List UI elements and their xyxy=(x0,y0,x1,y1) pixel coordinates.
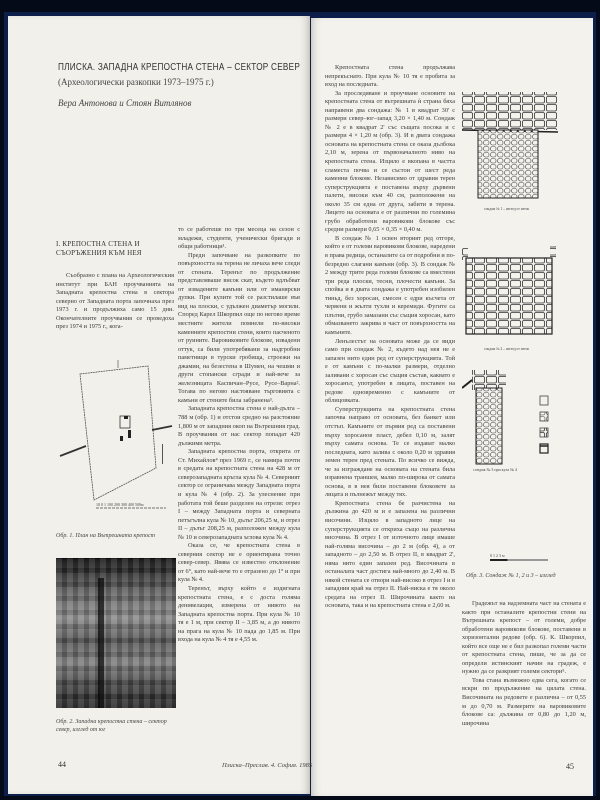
drawing-scale: 0 1 2 3 м xyxy=(490,553,505,558)
figure-3-caption: Обр. 3. Сондаж № 1, 2 и 3 – изглед xyxy=(466,573,556,579)
paragraph: Градежът на надземната част на стената е както при останалите крепостни стени на Вътрешната крепост – от големи, добре обработени варовикови блокове, поставени в хоризонтални редове (обр. 6). К. Шкорпил, който все още не е бил разкопал големи части от крепостната стена, пише, че за да се определи истинският начин на градеж, е нужно да се разкрият големи сектори⁵. xyxy=(462,600,586,676)
paragraph: Ленълестът на основата може да се види само при сондаж № 2, където над нея не е запазен нито един ред от суперструкцията. Той е от камъни с по-малки размери, отделно заливани с хоросан със същия състав, каквато е хоросанът, употребен в лицата, поставен на редове едновременно с камъните от облицовката. xyxy=(325,337,455,405)
figure-2-photo xyxy=(56,558,176,708)
sondage-2-label: сондаж № 2 – изглед от изток xyxy=(484,347,530,351)
paragraph: Това стана възможно едва сега, когато се вскри по продължение на цялата стена. Височината на редовете е различна – от 0,55 м до 0,70 м. Размерите на варовиковите блокове са: дължина от 0,80 до 1,20 м, широчина xyxy=(462,676,586,727)
figure-1-plan xyxy=(56,360,174,510)
paragraph: Преди започване на разкопките по повърхността на терена не личаха вече следи от стената. Теренът по продължение представляваше висок скат, където вдлъбват от извадените камъни или от иманярски дупки. При кулите той се разстилаше във вид на плоски, с удължен диаметър могили. Според Карел Шкорпил още по негово време местните жители помнели по-високи каменните крепостни стени, които пасченото от руините. Варовиковите блокове, извадени оттук, са били употребявани за надгробни паметници в турски гробища, строежи на джамии, на безестена в Шумен, на чешми и други стопански сгради и най-вече за железницата Каспичан–Русе, Русе–Варна². Тогава по негово настояване търговията с камъни от стените била забранена³. xyxy=(178,251,300,404)
page-number-left: 44 xyxy=(58,760,66,769)
sondage-1-label: сондаж № 1 – изглед от изток xyxy=(484,207,530,211)
paragraph: В сондаж № 1 освен вторият ред отгоре, който е от големи варовикови блокове, наредени в права редица, останалите са от подробни и по-безредно слагани камъни (обр. 3). В сондаж № 2 между трите реда големи блокове са вместени три реда плоски, тесни, плочести камъни. За спойка и в двата сондажа е употребен изобилен тиньд, без хоросан, смесен с едри късчета от червени и жълти тухли и керемиди. Фугите са плътни, грубо замазани със същия хоросан, като обмазването закрива в част от повърхността на камъните. xyxy=(325,234,455,336)
section-heading: I. КРЕПОСТНА СТЕНА И СЪОРЪЖЕНИЯ КЪМ НЕЯ xyxy=(56,240,142,257)
paragraph: Крепостната стена продължава непрекъснато. При кула № 10 тя е пробита за вход на последната. xyxy=(325,64,455,89)
paragraph: Западната крепостна порта, открита от Ст. Михайлов⁴ през 1969 г., се намира почти в средата на крепостната стена на 428 м от северозападната кръгла кула № 4. Северният сектор се ограничава между Западната порта и кула № 4 (обр. 2). За улеснение при работата той беше разделен на отрези: отрез I – между Западната порта и северната петъгълна кула № 10, дълъг 206,25 м, и отрез II – дълъг 208,25 м, разположен между кула № 10 и северозападната ъглова кула № 4. xyxy=(178,448,300,541)
figure-3-drawings xyxy=(462,80,587,480)
paragraph: Западната крепостна стена е най-дълга – 788 м (обр. 1) и отстои средно на разстояние 1,800 м от западния окоп на Вътрешния град. В проучвания от нас сектор попадат 420 дължими метра. xyxy=(178,405,300,447)
paragraph: Теренът, върху който е издигната крепостната стена, е с доста голяма денивелация, измерена от нивото на Западната крепостна порта. При кула № 10 тя е 1 м, при сектор II – 3,85 м, а до нивото на прага на кула № 10 пада до 1,85 м. При входа на кула № 4 тя е 4,55 м. xyxy=(178,584,300,644)
paragraph: Оказа се, че крепостната стена в северния сектор не е ориентирана точно север-север. Явява се известно отклонение от 6°, като най-вече то е отразено до 1° и при кула № 4. xyxy=(178,542,300,584)
figure-1-caption: Обр. 1. План на Вътрешната крепост xyxy=(56,533,155,539)
sondage-3-label: сондаж № 3 при кула № 4 xyxy=(473,467,517,472)
fortress-plan-icon xyxy=(56,360,174,510)
paragraph: Съобразно с плана на Археологическия институт при БАН проучванията на Западната крепостна стена в сектора северно от Западната порта започнаха през 1973 г. и продължиха само 15 дни. Окончателните проучвания се проведоха през 1974 и 1975 г., кога- xyxy=(56,272,174,331)
article-authors: Вера Антонова и Стоян Витлянов xyxy=(58,98,192,108)
left-column-2 xyxy=(178,226,300,645)
journal-footer: Плиска–Преслав. 4. София. 1985 xyxy=(222,762,313,769)
svg-text:10 0 1 100 200 300 400 500м: 10 0 1 100 200 300 400 500м xyxy=(96,502,144,507)
paragraph: то се работеше по три месеца на сезон с младежи, студенти, ученически бригади и общи работници¹. xyxy=(178,226,300,251)
right-column-1 xyxy=(325,64,455,611)
figure-2-caption: Обр. 2. Западна крепостна стена – сектор север, изглед от юг xyxy=(56,719,167,733)
page-number-right: 45 xyxy=(566,762,574,771)
article-title: ПЛИСКА. ЗАПАДНА КРЕПОСТНА СТЕНА – СЕКТОР СЕВЕР xyxy=(58,62,301,73)
drawing-scale-bar xyxy=(490,559,548,561)
article-subtitle: (Археологически разкопки 1973–1975 г.) xyxy=(58,77,214,87)
paragraph: Крепостната стена бе разчистена на дължина до 420 м и е запазена на различни височини. Изцяло в западното лице на суперструкцията се откриха също на различна височина. В отрез I от източното лице имаше най-голяма височина – до 2 м (обр. 4), а от западното – до 2,50 м. В отрез II, в квадрат 2', няма нито един запазен ред. Височината в останалата част достига най-много до 2,40 м. В някой стената се отвори най-високо в отрез I и в западния край на отрез II. Най-ниска е тя около средата на отрез II. Широчината както на основата, така и на крепостната стена е 2,60 м. xyxy=(325,499,455,610)
paragraph: Суперструкцията на крепостната стена започва направо от основата, без банкет или отстъп. Камъните от първия ред са поставени върху хоросанов пласт, дебел 0,10 м, залят върху самата основа. Те се издават малко последната, като залива с около 0,20 м здравия земен терен пред стената. По всичко се вижда, че за изграждане на основата на стената била изравнена траншея, малко по-широка от самата основа, в в нея били поставени блоковете за лицата и пълнежът между тях. xyxy=(325,405,455,499)
paragraph: За проследяване и проучване основите на крепостната стена от вътрешната ѝ страна бяха направени два сондажа: № 1 в квадрат 30' с размери север–юг–запад 3,20 × 1,40 м. Сондаж № 2 е в квадрат 2' със същата посока и с размери 4 × 1,20 м (обр. 3). И в двата сондажа основата на крепостната стена се оказа дълбока 2,10 м, зерена от първоначалното ниво на крепостната стена. Изцяло е вкопана в частта сламеста почва и се състои от шест реда каменни блокове. Независимо от здравия терен суперструкцията е поставена върху дървени палети, високи към 40 см, разположени на около 35 см една от друга, забити в терена. Лицето на основата е от различни по големина грубо обработени варовикови блокове със средни размери 0,65 × 0,35 × 0,40 м. xyxy=(325,89,455,234)
left-column-1 xyxy=(56,272,174,332)
sondage-drawing-icon xyxy=(462,80,587,480)
right-column-2 xyxy=(462,600,586,728)
